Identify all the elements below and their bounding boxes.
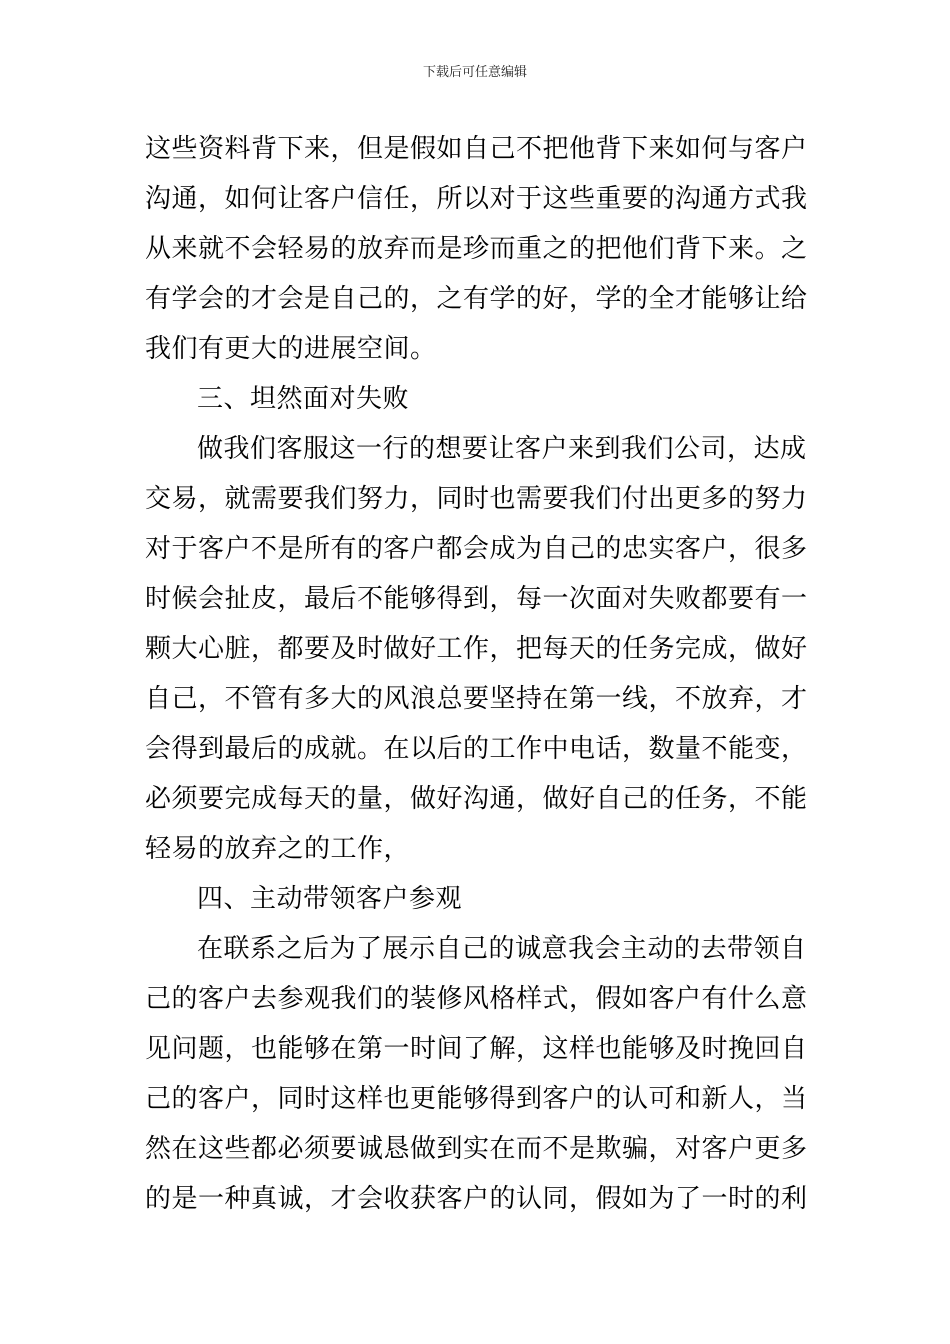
- text-line: 我们有更大的进展空间。: [145, 334, 437, 364]
- text-line: 沟通，如何让客户信任，所以对于这些重要的沟通方式我: [145, 184, 808, 214]
- text-line: 见问题，也能够在第一时间了解，这样也能够及时挽回自: [145, 1034, 808, 1064]
- text-line: 自己，不管有多大的风浪总要坚持在第一线，不放弃，才: [145, 684, 808, 714]
- text-line: 然在这些都必须要诚恳做到实在而不是欺骗，对客户更多: [145, 1134, 808, 1164]
- text-line: 有学会的才会是自己的，之有学的好，学的全才能够让给: [145, 284, 808, 314]
- section-heading: 四、主动带领客户参观: [197, 884, 463, 914]
- text-line: 必须要完成每天的量，做好沟通，做好自己的任务，不能: [145, 784, 808, 814]
- text-line: 这些资料背下来，但是假如自己不把他背下来如何与客户: [145, 134, 808, 164]
- text-line: 己的客户，同时这样也更能够得到客户的认可和新人，当: [145, 1084, 808, 1114]
- text-line: 时候会扯皮，最后不能够得到，每一次面对失败都要有一: [145, 584, 808, 614]
- document-body: [145, 124, 807, 1224]
- text-line: 会得到最后的成就。在以后的工作中电话，数量不能变，: [145, 734, 808, 764]
- text-line: 从来就不会轻易的放弃而是珍而重之的把他们背下来。之: [145, 234, 808, 264]
- paragraph-first-line: 在联系之后为了展示自己的诚意我会主动的去带领自: [197, 934, 807, 964]
- text-line: 己的客户去参观我们的装修风格样式，假如客户有什么意: [145, 984, 808, 1014]
- text-line: 轻易的放弃之的工作，: [145, 834, 411, 864]
- text-line: 对于客户不是所有的客户都会成为自己的忠实客户，很多: [145, 534, 808, 564]
- paragraph-first-line: 做我们客服这一行的想要让客户来到我们公司，达成: [197, 434, 807, 464]
- text-line: 颗大心脏，都要及时做好工作，把每天的任务完成，做好: [145, 634, 808, 664]
- text-line: 的是一种真诚，才会收获客户的认同，假如为了一时的利: [145, 1184, 808, 1214]
- text-line: 交易，就需要我们努力，同时也需要我们付出更多的努力: [145, 484, 808, 514]
- section-heading: 三、坦然面对失败: [197, 384, 410, 414]
- page-header-note: 下载后可任意编辑: [422, 65, 527, 80]
